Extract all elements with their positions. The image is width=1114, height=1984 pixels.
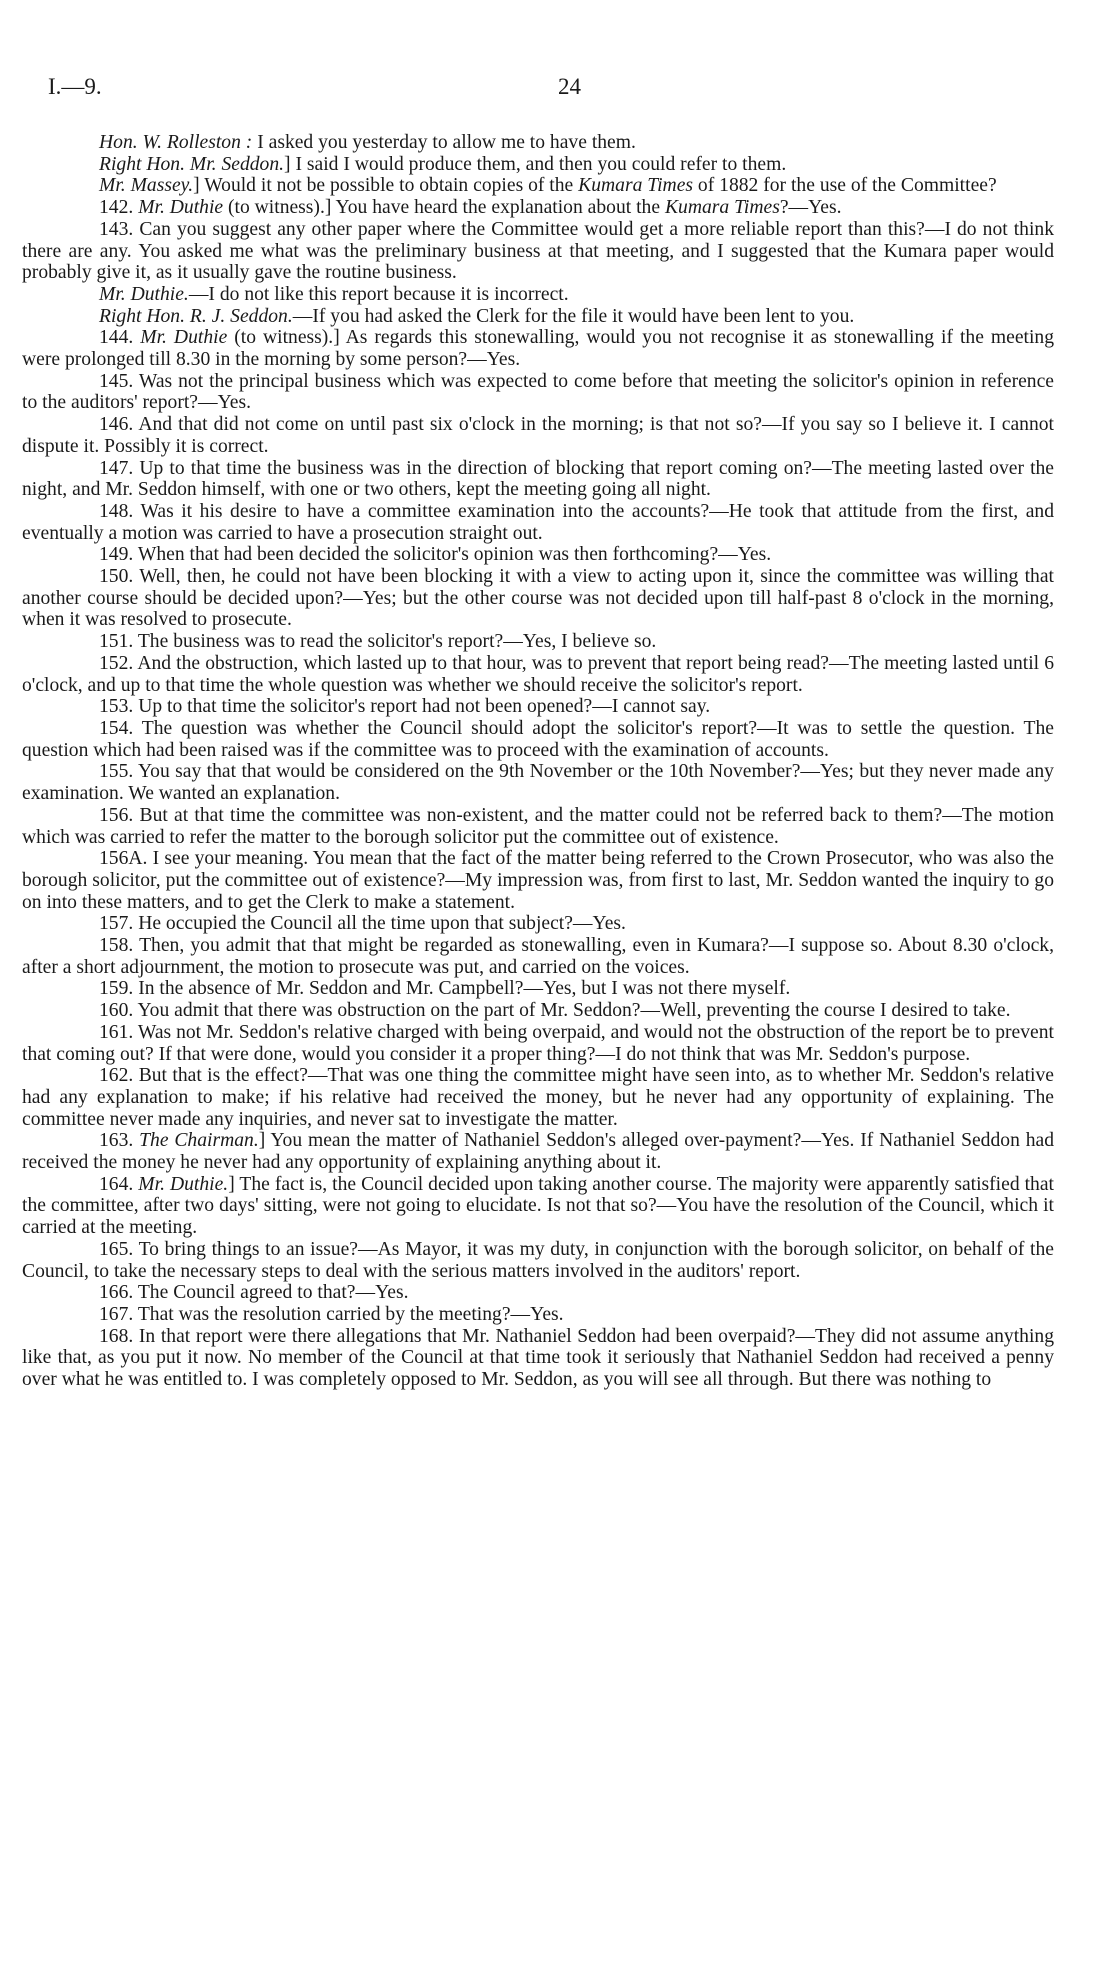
paragraph xyxy=(22,458,1054,501)
paragraph xyxy=(22,175,1054,197)
paragraph-text: Was not Mr. Seddon's relative charged with being overpaid, and would not the obstruction of the report be to prevent that coming out? If that were done, would you consider it a proper thing?—I do not think that was Mr. Seddon's purpose. xyxy=(22,1021,1054,1065)
paragraph-text: When that had been decided the solicitor's opinion was then forthcoming?—Yes. xyxy=(137,544,772,566)
paragraph xyxy=(22,501,1054,544)
question-number: 167. xyxy=(99,1303,138,1325)
paragraph-text: I asked you yesterday to allow me to have them. xyxy=(252,132,636,153)
question-number: 146. xyxy=(99,414,139,436)
paragraph xyxy=(22,1022,1054,1065)
paragraph-text: You say that that would be considered on the 9th November or the 10th November?—Yes; but they never made any examination. We wanted an explanation. xyxy=(22,761,1054,805)
paragraph-text: The Council agreed to that?—Yes. xyxy=(137,1282,409,1304)
question-number: 156A. xyxy=(99,848,153,870)
question-number: 164. xyxy=(99,1173,139,1195)
paragraph-text: And the obstruction, which lasted up to that hour, was to prevent that report being read?—The meeting lasted until 6 o'clock, and up to that time the whole question was whether we should receive the solicitor's report. xyxy=(22,652,1054,696)
page-number: 24 xyxy=(558,74,581,99)
speaker-name: Mr. Duthie. xyxy=(138,1173,229,1195)
question-number: 163. xyxy=(99,1130,140,1152)
paragraph-text: (to witness).] As regards this stonewalling, would you not recognise it as stonewalling if the meeting were prolonged till 8.30 in the morning by some person?—Yes. xyxy=(22,327,1054,371)
question-number: 159. xyxy=(99,978,139,1000)
question-number: 144. xyxy=(99,327,141,349)
paragraph-text: And that did not come on until past six o'clock in the morning; is that not so?—If you say so I believe it. I cannot dispute it. Possibly it is correct. xyxy=(22,414,1054,457)
paragraph xyxy=(22,197,1054,219)
paragraph-text: Was not the principal business which was expected to come before that meeting the solicitor's opinion in reference to the auditors' report?—Yes. xyxy=(22,370,1054,414)
paragraph-text: Well, then, he could not have been blocking it with a view to acting upon it, since the committee was willing that another course should be decided upon?—Yes; but the other course was not decided upon till half-past 8 o'clock in the morning, when it was resolved to prosecute. xyxy=(22,566,1054,631)
paragraph xyxy=(22,1326,1054,1391)
paragraph xyxy=(22,1174,1054,1239)
paragraph xyxy=(22,306,1054,328)
paragraph xyxy=(22,848,1054,913)
paragraph-text: Was it his desire to have a committee examination into the accounts?—He took that attitude from the first, and eventually a motion was carried to have a prosecution straight out. xyxy=(22,500,1054,544)
paragraph xyxy=(22,653,1054,696)
question-number: 148. xyxy=(99,500,141,522)
page-header xyxy=(48,74,1048,110)
paragraph xyxy=(22,132,1054,154)
paragraph xyxy=(22,219,1054,284)
paragraph-text: —I do not like this report because it is incorrect. xyxy=(188,283,569,305)
question-number: 162. xyxy=(99,1065,139,1087)
paragraph-text: ] The fact is, the Council decided upon taking another course. The majority were apparently satisfied that the committee, after two days' sitting, were not going to elucidate. Is not that so?—You have the resolution of the Council, which it carried at the meeting. xyxy=(22,1173,1054,1239)
paragraph xyxy=(22,761,1054,804)
paragraph-text: ] I said I would produce them, and then you could refer to them. xyxy=(284,153,787,175)
question-number: 152. xyxy=(99,652,138,674)
paragraph-text: —If you had asked the Clerk for the file it would have been lent to you. xyxy=(292,305,855,327)
paragraph-text: In the absence of Mr. Seddon and Mr. Campbell?—Yes, but I was not there myself. xyxy=(138,978,791,1000)
paragraph-text: ] Would it not be possible to obtain copies of the Kumara Times of 1882 for the use of the Committee? xyxy=(193,175,997,197)
paragraph-text: To bring things to an issue?—As Mayor, it was my duty, in conjunction with the borough solicitor, on behalf of the Council, to take the necessary steps to deal with the serious matters involved in the auditors' report. xyxy=(22,1238,1054,1282)
question-number: 155. xyxy=(99,761,138,783)
paragraph xyxy=(22,978,1054,1000)
paragraph-text: Up to that time the solicitor's report had not been opened?—I cannot say. xyxy=(138,696,711,718)
paragraph xyxy=(22,566,1054,631)
document-body xyxy=(22,132,1054,1391)
paragraph xyxy=(22,1304,1054,1326)
question-number: 156. xyxy=(99,804,140,826)
paragraph-text: Up to that time the business was in the direction of blocking that report coming on?—The meeting lasted over the night, and Mr. Seddon himself, with one or two others, kept the meeting going all night. xyxy=(22,457,1055,501)
newspaper-title: Kumara Times xyxy=(664,197,780,219)
speaker-name: Hon. W. Rolleston : xyxy=(99,132,253,153)
speaker-name: The Chairman. xyxy=(139,1130,259,1152)
question-number: 165. xyxy=(99,1238,139,1260)
question-number: 142. xyxy=(99,197,139,219)
speaker-name: Mr. Massey. xyxy=(99,175,194,197)
speaker-name: Right Hon. Mr. Seddon. xyxy=(99,153,285,175)
paragraph-text: In that report were there allegations that Mr. Nathaniel Seddon had been overpaid?—They did not assume anything like that, as you put it now. No member of the Council at that time took it seriously that Nathaniel Seddon had received a penny over what he was entitled to. I was completely opposed to Mr. Seddon, as you will see all through. But there was nothing to xyxy=(22,1325,1055,1391)
paragraph xyxy=(22,544,1054,566)
question-number: 168. xyxy=(99,1325,139,1347)
speaker-name: Mr. Duthie xyxy=(140,327,228,349)
paragraph-text: But at that time the committee was non-existent, and the matter could not be referred back to them?—The motion which was carried to refer the matter to the borough solicitor put the committee out of existence. xyxy=(22,804,1054,848)
question-number: 158. xyxy=(99,935,140,957)
paragraph-text: You admit that there was obstruction on the part of Mr. Seddon?—Well, preventing the course I desired to take. xyxy=(137,1000,1011,1022)
paragraph xyxy=(22,696,1054,718)
paragraph-text: The question was whether the Council should adopt the solicitor's report?—It was to settle the question. The question which had been raised was if the committee was to proceed with the examination of accounts. xyxy=(22,717,1054,761)
question-number: 166. xyxy=(99,1282,138,1304)
speaker-name: Right Hon. R. J. Seddon. xyxy=(99,305,293,327)
paragraph-text: (to witness).] You have heard the explanation about the Kumara Times?—Yes. xyxy=(223,197,842,219)
paragraph-text: He occupied the Council all the time upon that subject?—Yes. xyxy=(138,913,626,935)
question-number: 143. xyxy=(99,218,140,240)
speaker-name: Mr. Duthie xyxy=(138,197,224,219)
paragraph xyxy=(22,1239,1054,1282)
paragraph xyxy=(22,284,1054,306)
newspaper-title: Kumara Times xyxy=(578,175,694,197)
question-number: 157. xyxy=(99,913,139,935)
paragraph xyxy=(22,154,1054,176)
paragraph xyxy=(22,718,1054,761)
paragraph xyxy=(22,371,1054,414)
question-number: 161. xyxy=(99,1021,138,1043)
paragraph-text: Can you suggest any other paper where the Committee would get a more reliable report than this?—I do not think there are any. You asked me what was the preliminary business at that meeting, and I suggested that the Kumara paper would probably give it, as it usually gave the routine business. xyxy=(22,218,1055,284)
paragraph-text: Then, you admit that that might be regarded as stonewalling, even in Kumara?—I suppose so. About 8.30 o'clock, after a short adjournment, the motion to prosecute was put, and carried on the voices. xyxy=(22,935,1054,978)
paragraph-text: That was the resolution carried by the meeting?—Yes. xyxy=(137,1303,564,1325)
question-number: 147. xyxy=(99,457,140,479)
paragraph xyxy=(22,414,1054,457)
question-number: 154. xyxy=(99,717,142,739)
paragraph xyxy=(22,805,1054,848)
paragraph xyxy=(22,1282,1054,1304)
question-number: 153. xyxy=(99,696,139,718)
paragraph xyxy=(22,913,1054,935)
paragraph-text: The business was to read the solicitor's report?—Yes, I believe so. xyxy=(137,631,657,653)
question-number: 150. xyxy=(99,566,140,588)
question-number: 151. xyxy=(99,631,138,653)
paragraph-text: ] You mean the matter of Nathaniel Seddon's alleged over-payment?—Yes. If Nathaniel Seddon had received the money he never had any opportunity of explaining anything about it. xyxy=(22,1130,1054,1174)
document-reference: I.—9. xyxy=(48,74,102,99)
speaker-name: Mr. Duthie. xyxy=(99,283,189,305)
paragraph-text: I see your meaning. You mean that the fact of the matter being referred to the Crown Prosecutor, who was also the borough solicitor, put the committee out of existence?—My impression was, from first to last, Mr. Seddon wanted the inquiry to go on into these matters, and to get the Clerk to make a statement. xyxy=(22,848,1054,913)
paragraph xyxy=(22,1065,1054,1130)
paragraph-text: But that is the effect?—That was one thing the committee might have seen into, as to whether Mr. Seddon's relative had any explanation to make; if his relative had received the money, but he never had any opportunity of explaining. The committee never made any inquiries, and never sat to investigate the matter. xyxy=(22,1065,1054,1130)
paragraph xyxy=(22,1130,1054,1173)
question-number: 160. xyxy=(99,1000,138,1022)
paragraph xyxy=(22,1000,1054,1022)
question-number: 149. xyxy=(99,544,138,566)
paragraph xyxy=(22,631,1054,653)
question-number: 145. xyxy=(99,370,139,392)
paragraph xyxy=(22,327,1054,370)
paragraph xyxy=(22,935,1054,978)
